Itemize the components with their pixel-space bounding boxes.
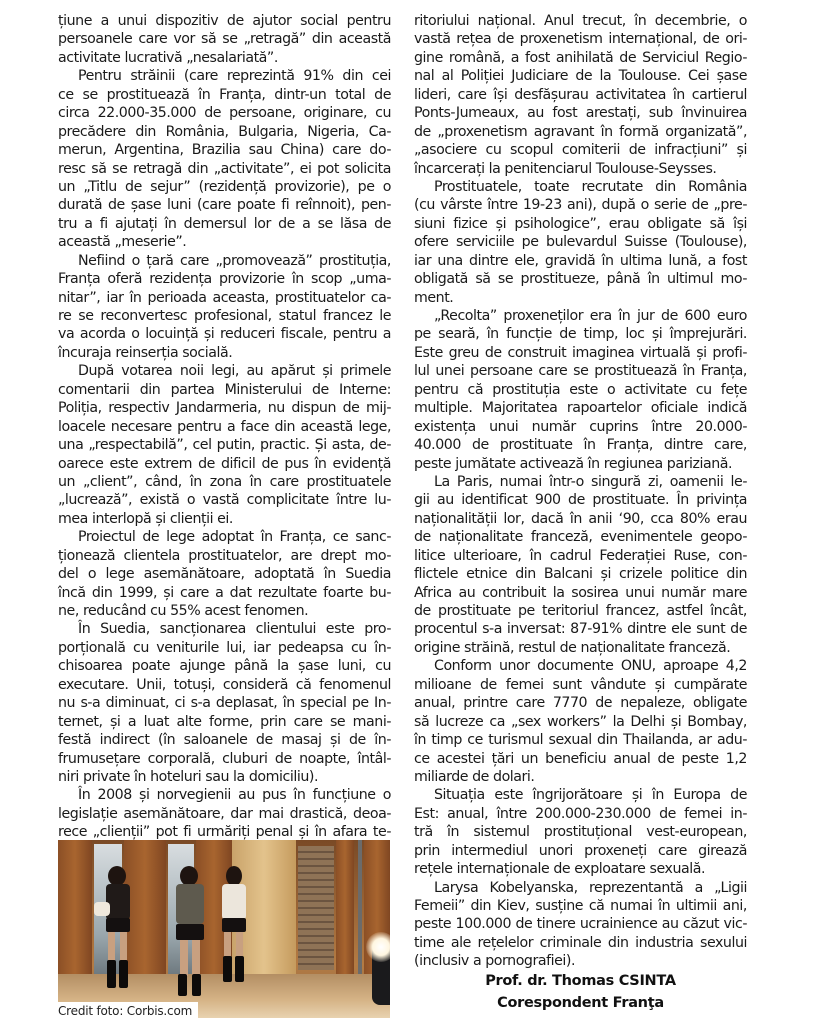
- text-line: lul unei persoane care se prostituează în Franța,: [414, 363, 747, 380]
- text-line: de naționalitate franceză, evenimentele geopo-: [414, 529, 747, 546]
- text-line: încuraja reinserția socială.: [58, 344, 233, 361]
- text-line: siuni fizice și psihologice”, erau obligate să își: [414, 215, 747, 232]
- text-line: una „respectabilă”, cel putin, practic. Și asta, de-: [58, 437, 391, 454]
- text-line: comentarii din partea Ministerului de Interne:: [58, 381, 391, 398]
- text-line: prin intermediul unori proxeneți care girează: [414, 842, 747, 859]
- text-line: ternet, și a luat alte forme, prin care se mani-: [58, 713, 391, 730]
- text-line: va acorda o locuință și reduceri fiscale, pentru a: [58, 326, 391, 343]
- text-line: rece „clienții” pot fi urmăriți penal și în afara te-: [58, 824, 391, 841]
- author-name: Prof. dr. Thomas CSINTA: [485, 973, 676, 989]
- text-line: ne, reducând cu 55% acest fenomen.: [58, 603, 309, 619]
- text-line: țiune a unui dispozitiv de ajutor social pentru: [58, 13, 391, 29]
- text-line: să lucreze ca „sex workers” la Delhi și Bombay,: [414, 713, 747, 730]
- text-line: Poliția, respectiv Jandarmeria, nu dispun de mij-: [58, 400, 391, 417]
- text-line: Prostituatele, toate recrutate din România: [434, 178, 747, 195]
- text-line: (cu vârste între 19-23 ani), după o serie de „pre-: [414, 197, 747, 214]
- text-line: Conform unor documente ONU, aproape 4,2: [434, 658, 747, 675]
- text-line: Est: anual, între 200.000-230.000 de femei in-: [414, 805, 747, 822]
- text-line: flictele etnice din Balcani și crizele politice din: [414, 566, 747, 583]
- text-line: legislație asemănătoare, dar mai drastică, deoa-: [58, 805, 391, 822]
- person-center: [168, 866, 208, 1006]
- text-line: origine străină, restul de naționalitate franceză.: [414, 639, 731, 656]
- author-role: Corespondent Franţa: [497, 995, 664, 1011]
- text-line: niri private în hoteluri sau la domiciliu).: [58, 768, 319, 785]
- text-line: Larysa Kobelyanska, reprezentantă a „Ligii: [434, 879, 747, 896]
- text-line: milioane de femei sunt vândute și cumpărate: [414, 676, 747, 693]
- text-line: miliarde de dolari.: [414, 768, 535, 785]
- text-line: resc să se retragă din „activitate”, ei pot solicita: [58, 160, 391, 177]
- text-line: nu s-a diminuat, ci s-a deplasat, în special pe In-: [58, 695, 391, 712]
- article-left-column: [58, 12, 391, 842]
- text-line: pe seară, în funcție de timp, loc și împrejurări.: [414, 326, 747, 343]
- text-line: gii au identificat 900 de prostituate. În privința: [414, 492, 747, 509]
- text-line: durată de șase luni (care poate fi reînnoit), pen-: [58, 197, 391, 214]
- text-line: chisoarea poate ajunge până la șase luni, cu: [58, 658, 391, 675]
- photo-credit: Credit foto: Corbis.com: [58, 1002, 198, 1018]
- text-line: activitate lucrativă „nesalariată”.: [58, 49, 278, 66]
- text-line: ment.: [414, 289, 454, 306]
- article-right-column: [414, 12, 747, 971]
- text-line: ritoriului național. Anul trecut, în decembrie, o: [414, 13, 747, 29]
- text-line: un „Titlu de sejur” (rezidență provizorie), pe o: [58, 178, 391, 195]
- text-line: Situația este îngrijorătoare și în Europa de: [434, 787, 747, 804]
- text-line: litice ulterioare, în cadrul Federației Ruse, con-: [414, 547, 747, 564]
- text-line: nal al Poliției Judiciare de la Toulouse. Cei șase: [414, 68, 747, 85]
- text-line: această „meserie”.: [58, 234, 187, 251]
- text-line: mea interlopă și clienții ei.: [58, 510, 233, 527]
- text-line: iar una dintre ele, gravidă în ultima lună, a fost: [414, 252, 747, 269]
- rolling-shutter: [298, 846, 334, 970]
- text-line: Proiectul de lege adoptat în Franța, ce sanc-: [78, 529, 391, 546]
- text-line: ce acestei țări un beneficiu anual de peste 1,2: [414, 750, 747, 767]
- article-photo: [58, 840, 390, 1018]
- car-headlight: [366, 932, 390, 962]
- text-line: Ponts-Jumeaux, au fost arestați, sub învinuirea: [414, 105, 747, 122]
- text-line: ofere serviciile pe bulevardul Suisse (Toulouse),: [414, 234, 747, 251]
- person-left: [98, 866, 138, 996]
- text-line: lideri, care își desfășurau activitatea în cartierul: [414, 86, 747, 103]
- text-line: vastă rețea de proxenetism internațional, de ori-: [414, 31, 747, 48]
- text-line: tru a fi ajutați în demersul lor de a se lăsa de: [58, 215, 391, 232]
- text-line: naționalității lor, dacă în anii ‘90, cca 80% erau: [414, 510, 747, 527]
- text-line: peste jumătate activează în regiunea pariziană.: [414, 455, 733, 472]
- text-line: „asociere cu scopul comiterii de infracțiuni” și: [414, 142, 747, 159]
- text-line: de prostituate pe teritoriul francez, astfel încât,: [414, 603, 747, 619]
- text-line: gine română, a fost anihilată de Serviciul Regio-: [414, 49, 747, 66]
- text-line: În Suedia, sancționarea clientului este pro-: [78, 621, 391, 638]
- text-line: „lucrează”, există o vastă complicitate între lu-: [58, 492, 391, 509]
- text-line: del o lege asemănătoare, adoptată în Suedia: [58, 566, 391, 583]
- text-line: Pentru străinii (care reprezintă 91% din cei: [78, 68, 391, 85]
- text-line: executare. Unii, totuși, consideră că fenomenul: [58, 676, 391, 693]
- text-line: În 2008 și norvegienii au pus în funcțiune o: [78, 787, 391, 804]
- text-line: festă indirect (în saloanele de masaj și de în-: [58, 732, 391, 749]
- text-line: Nefiind o țară care „promovează” prostituția,: [78, 252, 391, 269]
- signature-block: [414, 970, 747, 1014]
- text-line: rețele internaționale de exploatare sexuală.: [414, 861, 706, 878]
- text-line: circa 22.000-35.000 de persoane, originare, cu: [58, 105, 391, 122]
- text-line: nitar”, iar în perioada aceasta, prostituatelor ca-: [58, 289, 391, 306]
- text-line: procentul s-a inversat: 87-91% dintre ele sunt de: [414, 621, 747, 638]
- text-line: în timp ce turismul sexual din Thailanda, ar adu-: [414, 732, 747, 749]
- person-right: [216, 866, 252, 996]
- text-line: tră în sistemul prostituțional vest-european,: [414, 824, 747, 841]
- text-line: loacele necesare pentru a face din această lege,: [58, 418, 391, 435]
- text-line: încarcerați la penitenciarul Toulouse-Seysses.: [414, 160, 717, 177]
- text-line: obligată să se prostitueze, până în ultimul mo-: [414, 271, 747, 288]
- text-line: oarece este extrem de dificil de pus în evidență: [58, 455, 391, 472]
- street-pole: [358, 840, 362, 980]
- text-line: ce se prostituează în Franța, dintr-un total de: [58, 86, 391, 103]
- text-line: merun, Argentina, Brazilia sau China) care do-: [58, 142, 391, 159]
- text-line: precădere din România, Bulgaria, Nigeria, Ca-: [58, 123, 391, 140]
- text-line: Femeii” din Kiev, susține că numai în ultimii ani,: [414, 898, 747, 914]
- text-line: un „client”, când, în zona în care prostituatele: [58, 473, 391, 490]
- text-line: multiple. Majoritatea rapoartelor oficiale indică: [414, 400, 747, 417]
- text-line: frumusețare corporală, cluburi de noapte, întâl-: [58, 750, 391, 767]
- text-line: peste 100.000 de tinere ucrainience au căzut vic-: [414, 916, 747, 933]
- text-line: (inclusiv a pornografiei).: [414, 953, 576, 970]
- text-line: „Recolta” proxeneților era în jur de 600 euro: [434, 308, 747, 324]
- text-line: re se reconvertesc profesional, statul francez le: [58, 308, 391, 324]
- text-line: La Paris, numai într-o singură zi, oamenii le-: [434, 473, 747, 490]
- text-line: time ale rețelelor criminale din industria sexului: [414, 934, 747, 951]
- text-line: pentru că prostituția este o activitate cu fețe: [414, 381, 747, 398]
- text-line: Africa au contribuit la sosirea unui număr mare: [414, 584, 747, 601]
- text-line: persoanele care vor să se „retragă” din această: [58, 31, 391, 48]
- text-line: După votarea noii legi, au apărut și primele: [78, 363, 391, 380]
- text-line: ționează clientela prostituatelor, are drept mo-: [58, 547, 391, 564]
- text-line: 40.000 de prostituate în Franța, dintre care,: [414, 437, 747, 454]
- text-line: anual, printre care 7770 de nepaleze, obligate: [414, 695, 747, 712]
- text-line: Este greu de construit imaginea virtuală și profi-: [414, 344, 747, 361]
- text-line: de „proxenetism agravant în formă organizată”,: [414, 123, 747, 140]
- text-line: porțională cu veniturile lui, iar pedeapsa cu în-: [58, 639, 391, 656]
- text-line: existența unui număr cuprins între 20.000-: [414, 418, 747, 435]
- text-line: Franța oferă rezidența provizorie în scop „uma-: [58, 271, 391, 288]
- text-line: încă din 1999, și care a dat rezultate foarte bu-: [58, 584, 391, 601]
